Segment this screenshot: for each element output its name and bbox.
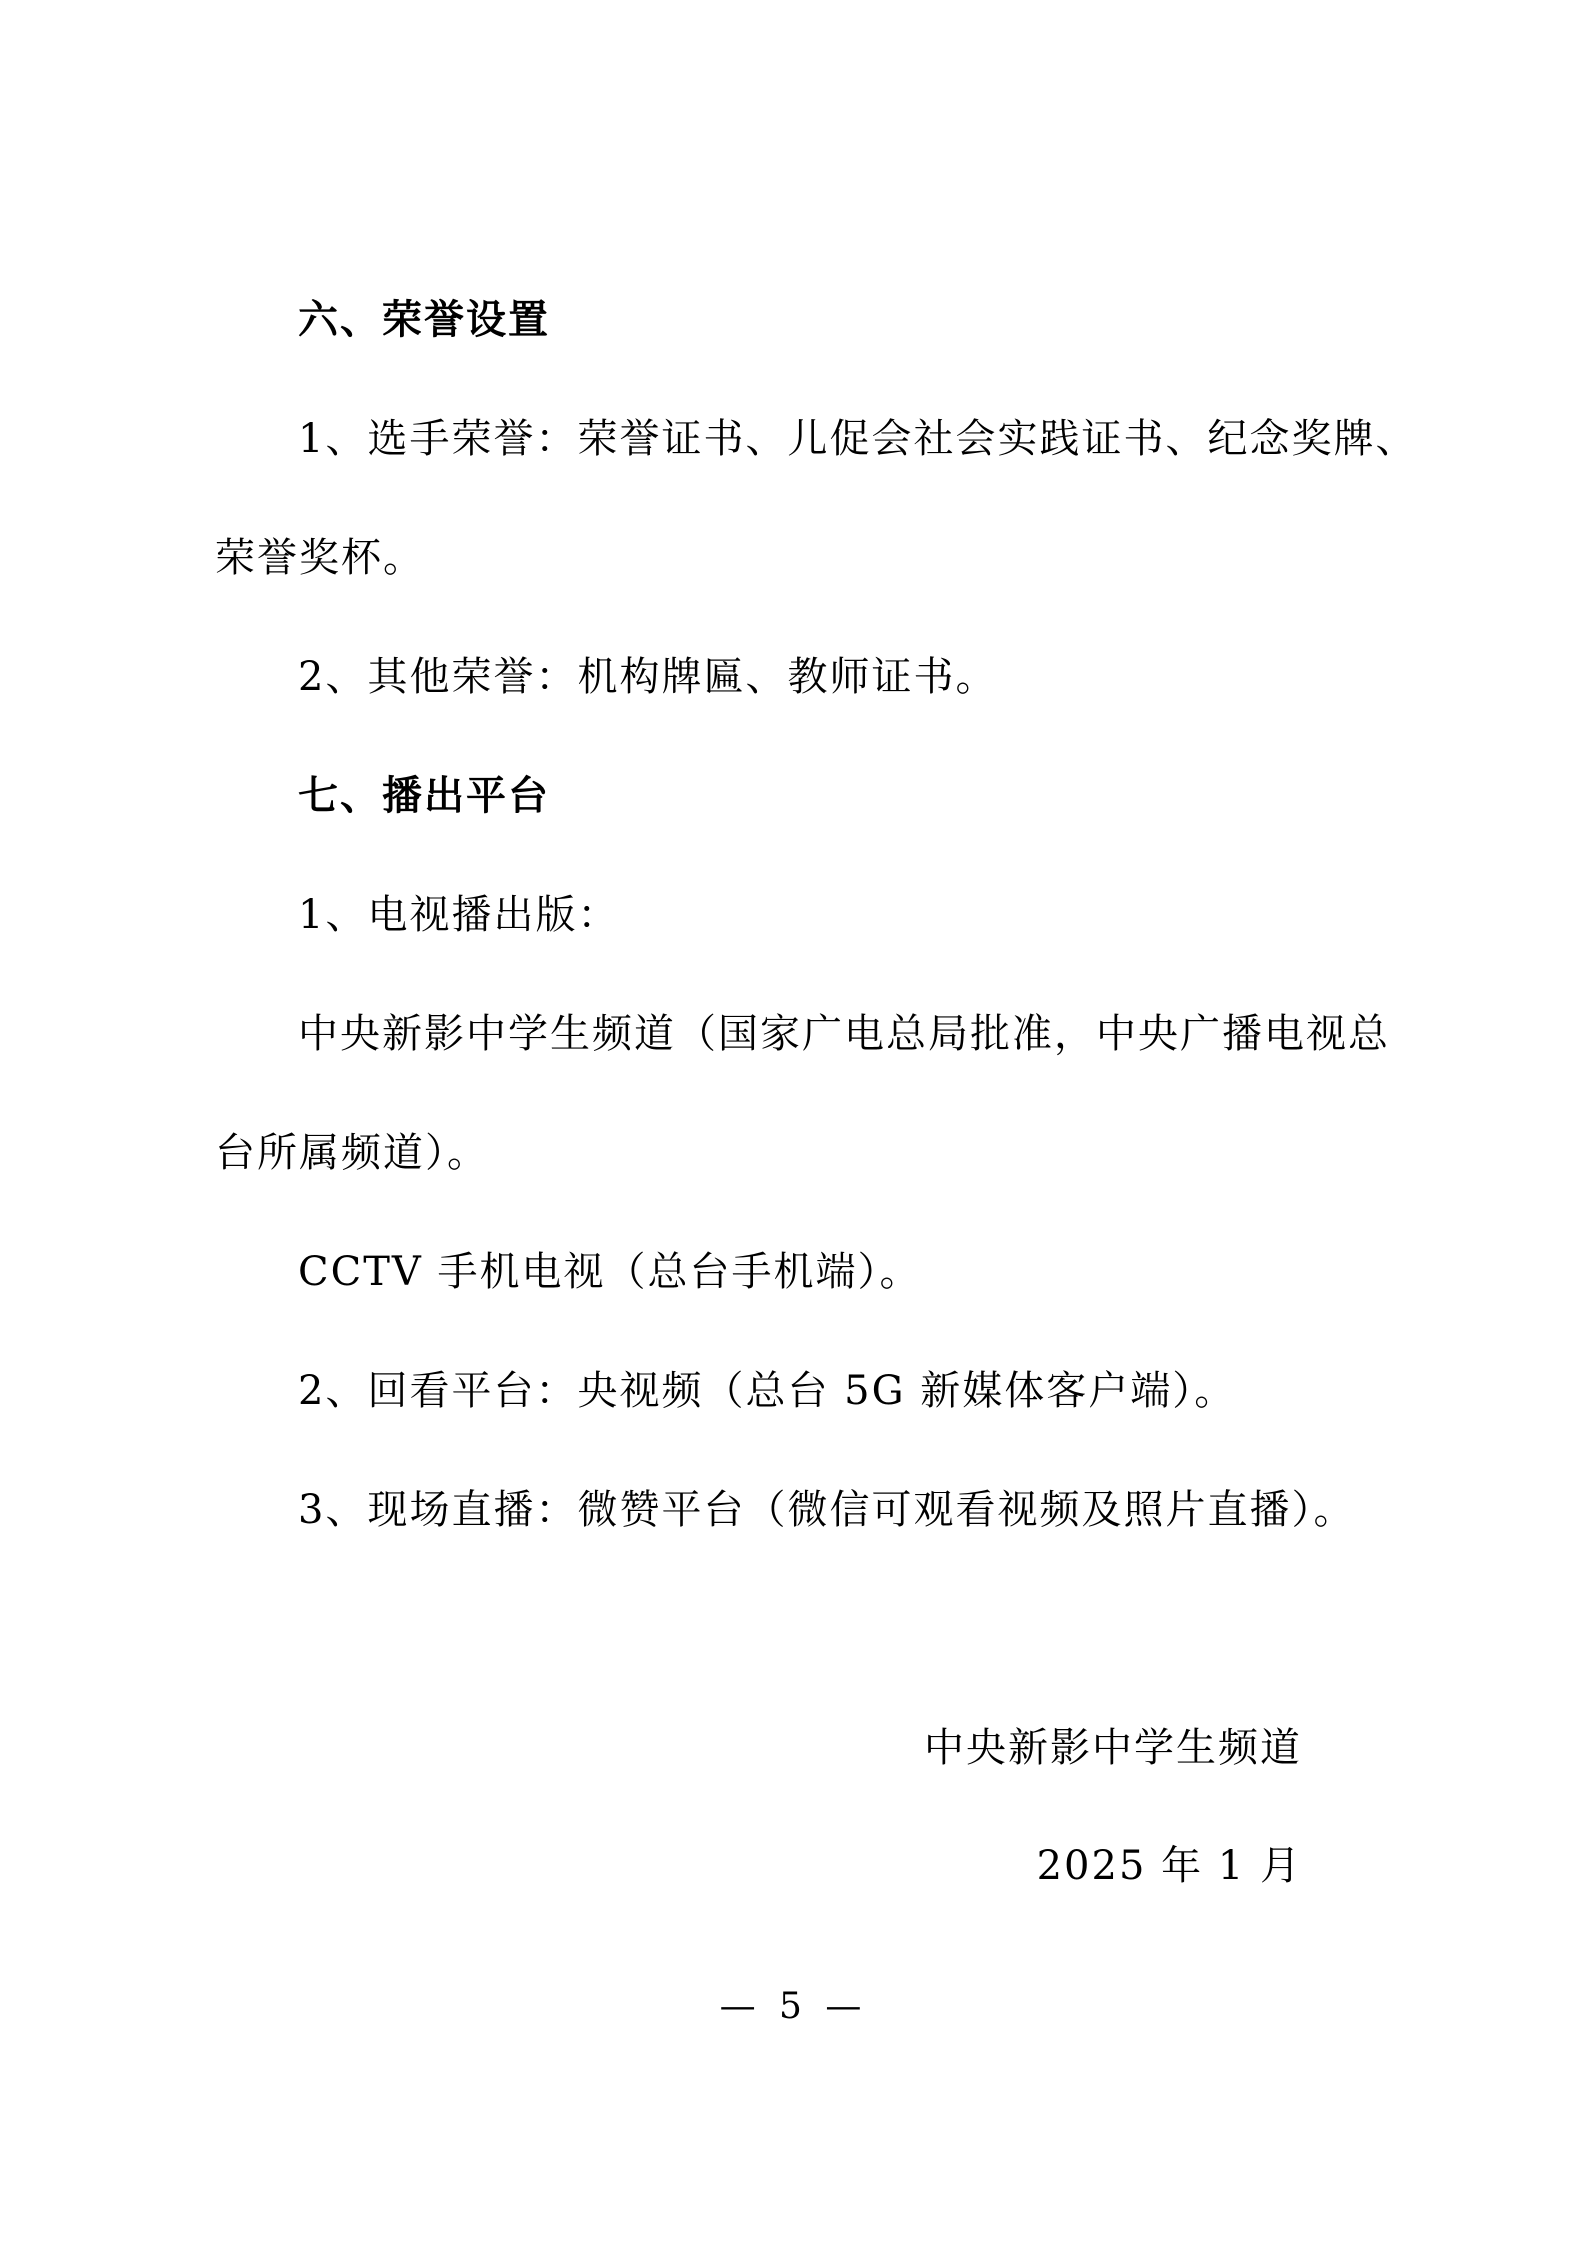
honors-item-1-line-1: 1、选手荣誉：荣誉证书、儿促会社会实践证书、纪念奖牌、	[298, 416, 1418, 462]
page-number: — 5 —	[719, 1986, 868, 2027]
section-heading-honors: 六、荣誉设置	[298, 296, 550, 343]
broadcast-item-1-detail-line-2: 台所属频道）。	[215, 1130, 489, 1176]
honors-item-2: 2、其他荣誉：机构牌匾、教师证书。	[298, 654, 998, 700]
broadcast-item-1-mobile: CCTV 手机电视（总台手机端）。	[298, 1249, 922, 1295]
signature-organization: 中央新影中学生频道	[924, 1725, 1302, 1771]
broadcast-item-2: 2、回看平台：央视频（总台 5G 新媒体客户端）。	[298, 1368, 1237, 1414]
honors-item-1-line-2: 荣誉奖杯。	[215, 535, 425, 581]
broadcast-item-3: 3、现场直播：微赞平台（微信可观看视频及照片直播）。	[298, 1487, 1356, 1533]
broadcast-item-1-detail-line-1: 中央新影中学生频道（国家广电总局批准，中央广播电视总	[298, 1011, 1390, 1057]
broadcast-item-1-title: 1、电视播出版：	[298, 892, 620, 938]
signature-date: 2025 年 1 月	[1036, 1843, 1302, 1889]
section-heading-broadcast: 七、播出平台	[298, 772, 550, 819]
